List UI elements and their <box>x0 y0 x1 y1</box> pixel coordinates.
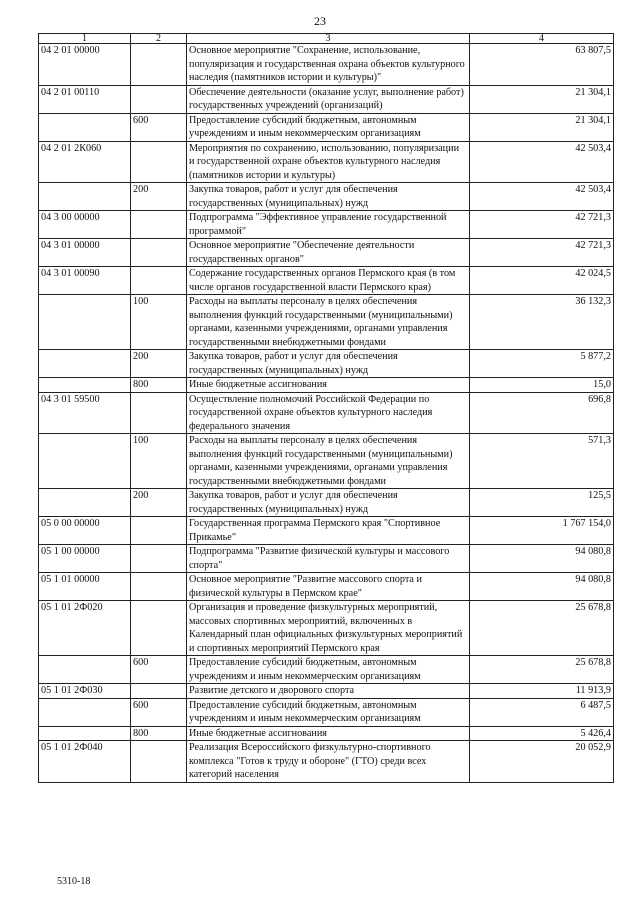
table-row <box>39 573 614 601</box>
code-cell: 04 2 01 00000 <box>39 44 131 86</box>
expense-type-cell <box>131 392 187 434</box>
code-cell: 04 3 01 59500 <box>39 392 131 434</box>
expense-type-cell: 600 <box>131 656 187 684</box>
column-header-1: 1 <box>39 34 131 44</box>
amount-cell: 20 052,9 <box>470 741 614 783</box>
item-name-cell: Закупка товаров, работ и услуг для обеспечения государственных (муниципальных) нужд <box>187 350 470 378</box>
expense-type-cell <box>131 239 187 267</box>
table-row <box>39 656 614 684</box>
table-row <box>39 434 614 489</box>
expense-type-cell: 100 <box>131 434 187 489</box>
item-name-cell: Осуществление полномочий Российской Федерации по государственной охране объектов культурного наследия федерального значения <box>187 392 470 434</box>
item-name-cell: Подпрограмма "Эффективное управление государственной программой" <box>187 211 470 239</box>
table-row <box>39 601 614 656</box>
expense-type-cell: 200 <box>131 350 187 378</box>
amount-cell: 571,3 <box>470 434 614 489</box>
item-name-cell: Подпрограмма "Развитие физической культуры и массового спорта" <box>187 545 470 573</box>
table-row <box>39 267 614 295</box>
table-row <box>39 44 614 86</box>
item-name-cell: Иные бюджетные ассигнования <box>187 378 470 393</box>
expense-type-cell <box>131 211 187 239</box>
table-row <box>39 350 614 378</box>
item-name-cell: Закупка товаров, работ и услуг для обеспечения государственных (муниципальных) нужд <box>187 489 470 517</box>
item-name-cell: Организация и проведение физкультурных мероприятий, массовых спортивных мероприятий, включенных в Календарный план официальных физкультурных мероприятий и спортивных мероприятий Пермского края <box>187 601 470 656</box>
table-row <box>39 378 614 393</box>
table-row <box>39 113 614 141</box>
item-name-cell: Расходы на выплаты персоналу в целях обеспечения выполнения функций государственными (муниципальными) органами, казенными учреждениями, органами управления государственными внебюджетными фондами <box>187 295 470 350</box>
item-name-cell: Государственная программа Пермского края "Спортивное Прикамье" <box>187 517 470 545</box>
code-cell <box>39 434 131 489</box>
expense-type-cell <box>131 545 187 573</box>
amount-cell: 5 426,4 <box>470 726 614 741</box>
code-cell <box>39 350 131 378</box>
amount-cell: 42 721,3 <box>470 211 614 239</box>
code-cell: 04 2 01 2К060 <box>39 141 131 183</box>
amount-cell: 42 024,5 <box>470 267 614 295</box>
table-row <box>39 698 614 726</box>
expense-type-cell <box>131 267 187 295</box>
item-name-cell: Реализация Всероссийского физкультурно-спортивного комплекса "Готов к труду и обороне" (ГТО) среди всех категорий населения <box>187 741 470 783</box>
amount-cell: 42 503,4 <box>470 183 614 211</box>
table-row <box>39 545 614 573</box>
item-name-cell: Основное мероприятие "Сохранение, использование, популяризация и государственная охрана объектов культурного наследия (памятников истории и культуры)" <box>187 44 470 86</box>
expense-type-cell <box>131 684 187 699</box>
item-name-cell: Иные бюджетные ассигнования <box>187 726 470 741</box>
code-cell: 04 3 01 00090 <box>39 267 131 295</box>
expense-type-cell <box>131 601 187 656</box>
code-cell: 05 1 01 00000 <box>39 573 131 601</box>
amount-cell: 25 678,8 <box>470 601 614 656</box>
item-name-cell: Основное мероприятие "Обеспечение деятельности государственных органов" <box>187 239 470 267</box>
code-cell: 04 2 01 00110 <box>39 85 131 113</box>
table-row <box>39 141 614 183</box>
code-cell <box>39 698 131 726</box>
item-name-cell: Предоставление субсидий бюджетным, автономным учреждениям и иным некоммерческим организациям <box>187 656 470 684</box>
amount-cell: 5 877,2 <box>470 350 614 378</box>
code-cell <box>39 726 131 741</box>
table-row <box>39 239 614 267</box>
expense-type-cell <box>131 85 187 113</box>
expense-type-cell: 200 <box>131 183 187 211</box>
code-cell <box>39 113 131 141</box>
expense-type-cell: 600 <box>131 698 187 726</box>
table-row <box>39 517 614 545</box>
amount-cell: 94 080,8 <box>470 573 614 601</box>
header-row <box>39 34 614 44</box>
table-body <box>39 44 614 783</box>
expense-type-cell <box>131 517 187 545</box>
code-cell: 05 1 01 2Ф040 <box>39 741 131 783</box>
amount-cell: 21 304,1 <box>470 85 614 113</box>
amount-cell: 42 721,3 <box>470 239 614 267</box>
page-number: 23 <box>314 14 326 28</box>
column-header-4: 4 <box>470 34 614 44</box>
table-row <box>39 85 614 113</box>
item-name-cell: Предоставление субсидий бюджетным, автономным учреждениям и иным некоммерческим организациям <box>187 698 470 726</box>
code-cell: 05 1 01 2Ф020 <box>39 601 131 656</box>
column-header-2: 2 <box>131 34 187 44</box>
footer-code: 5310-18 <box>57 876 91 887</box>
code-cell <box>39 656 131 684</box>
amount-cell: 36 132,3 <box>470 295 614 350</box>
table-row <box>39 741 614 783</box>
code-cell: 05 1 01 2Ф030 <box>39 684 131 699</box>
item-name-cell: Мероприятия по сохранению, использованию, популяризации и государственной охране объектов культурного наследия (памятников истории и культуры) <box>187 141 470 183</box>
item-name-cell: Расходы на выплаты персоналу в целях обеспечения выполнения функций государственными (муниципальными) органами, казенными учреждениями, органами управления государственными внебюджетными фондами <box>187 434 470 489</box>
expense-type-cell <box>131 741 187 783</box>
code-cell: 05 1 00 00000 <box>39 545 131 573</box>
table-row <box>39 726 614 741</box>
amount-cell: 11 913,9 <box>470 684 614 699</box>
table-header <box>39 34 614 44</box>
item-name-cell: Обеспечение деятельности (оказание услуг, выполнение работ) государственных учреждений (организаций) <box>187 85 470 113</box>
table-row <box>39 489 614 517</box>
amount-cell: 1 767 154,0 <box>470 517 614 545</box>
code-cell <box>39 295 131 350</box>
code-cell <box>39 489 131 517</box>
column-header-3: 3 <box>187 34 470 44</box>
code-cell <box>39 183 131 211</box>
code-cell <box>39 378 131 393</box>
table-row <box>39 295 614 350</box>
table-row <box>39 211 614 239</box>
item-name-cell: Содержание государственных органов Пермского края (в том числе органов государственной власти Пермского края) <box>187 267 470 295</box>
item-name-cell: Основное мероприятие "Развитие массового спорта и физической культуры в Пермском крае" <box>187 573 470 601</box>
item-name-cell: Закупка товаров, работ и услуг для обеспечения государственных (муниципальных) нужд <box>187 183 470 211</box>
code-cell: 04 3 01 00000 <box>39 239 131 267</box>
table-row <box>39 183 614 211</box>
budget-table <box>38 33 614 783</box>
expense-type-cell: 200 <box>131 489 187 517</box>
amount-cell: 21 304,1 <box>470 113 614 141</box>
table-row <box>39 392 614 434</box>
expense-type-cell: 100 <box>131 295 187 350</box>
amount-cell: 6 487,5 <box>470 698 614 726</box>
amount-cell: 696,8 <box>470 392 614 434</box>
code-cell: 04 3 00 00000 <box>39 211 131 239</box>
amount-cell: 125,5 <box>470 489 614 517</box>
expense-type-cell: 600 <box>131 113 187 141</box>
amount-cell: 63 807,5 <box>470 44 614 86</box>
amount-cell: 94 080,8 <box>470 545 614 573</box>
item-name-cell: Предоставление субсидий бюджетным, автономным учреждениям и иным некоммерческим организациям <box>187 113 470 141</box>
code-cell: 05 0 00 00000 <box>39 517 131 545</box>
expense-type-cell: 800 <box>131 378 187 393</box>
expense-type-cell: 800 <box>131 726 187 741</box>
amount-cell: 42 503,4 <box>470 141 614 183</box>
amount-cell: 15,0 <box>470 378 614 393</box>
item-name-cell: Развитие детского и дворового спорта <box>187 684 470 699</box>
table-row <box>39 684 614 699</box>
expense-type-cell <box>131 141 187 183</box>
expense-type-cell <box>131 44 187 86</box>
amount-cell: 25 678,8 <box>470 656 614 684</box>
expense-type-cell <box>131 573 187 601</box>
